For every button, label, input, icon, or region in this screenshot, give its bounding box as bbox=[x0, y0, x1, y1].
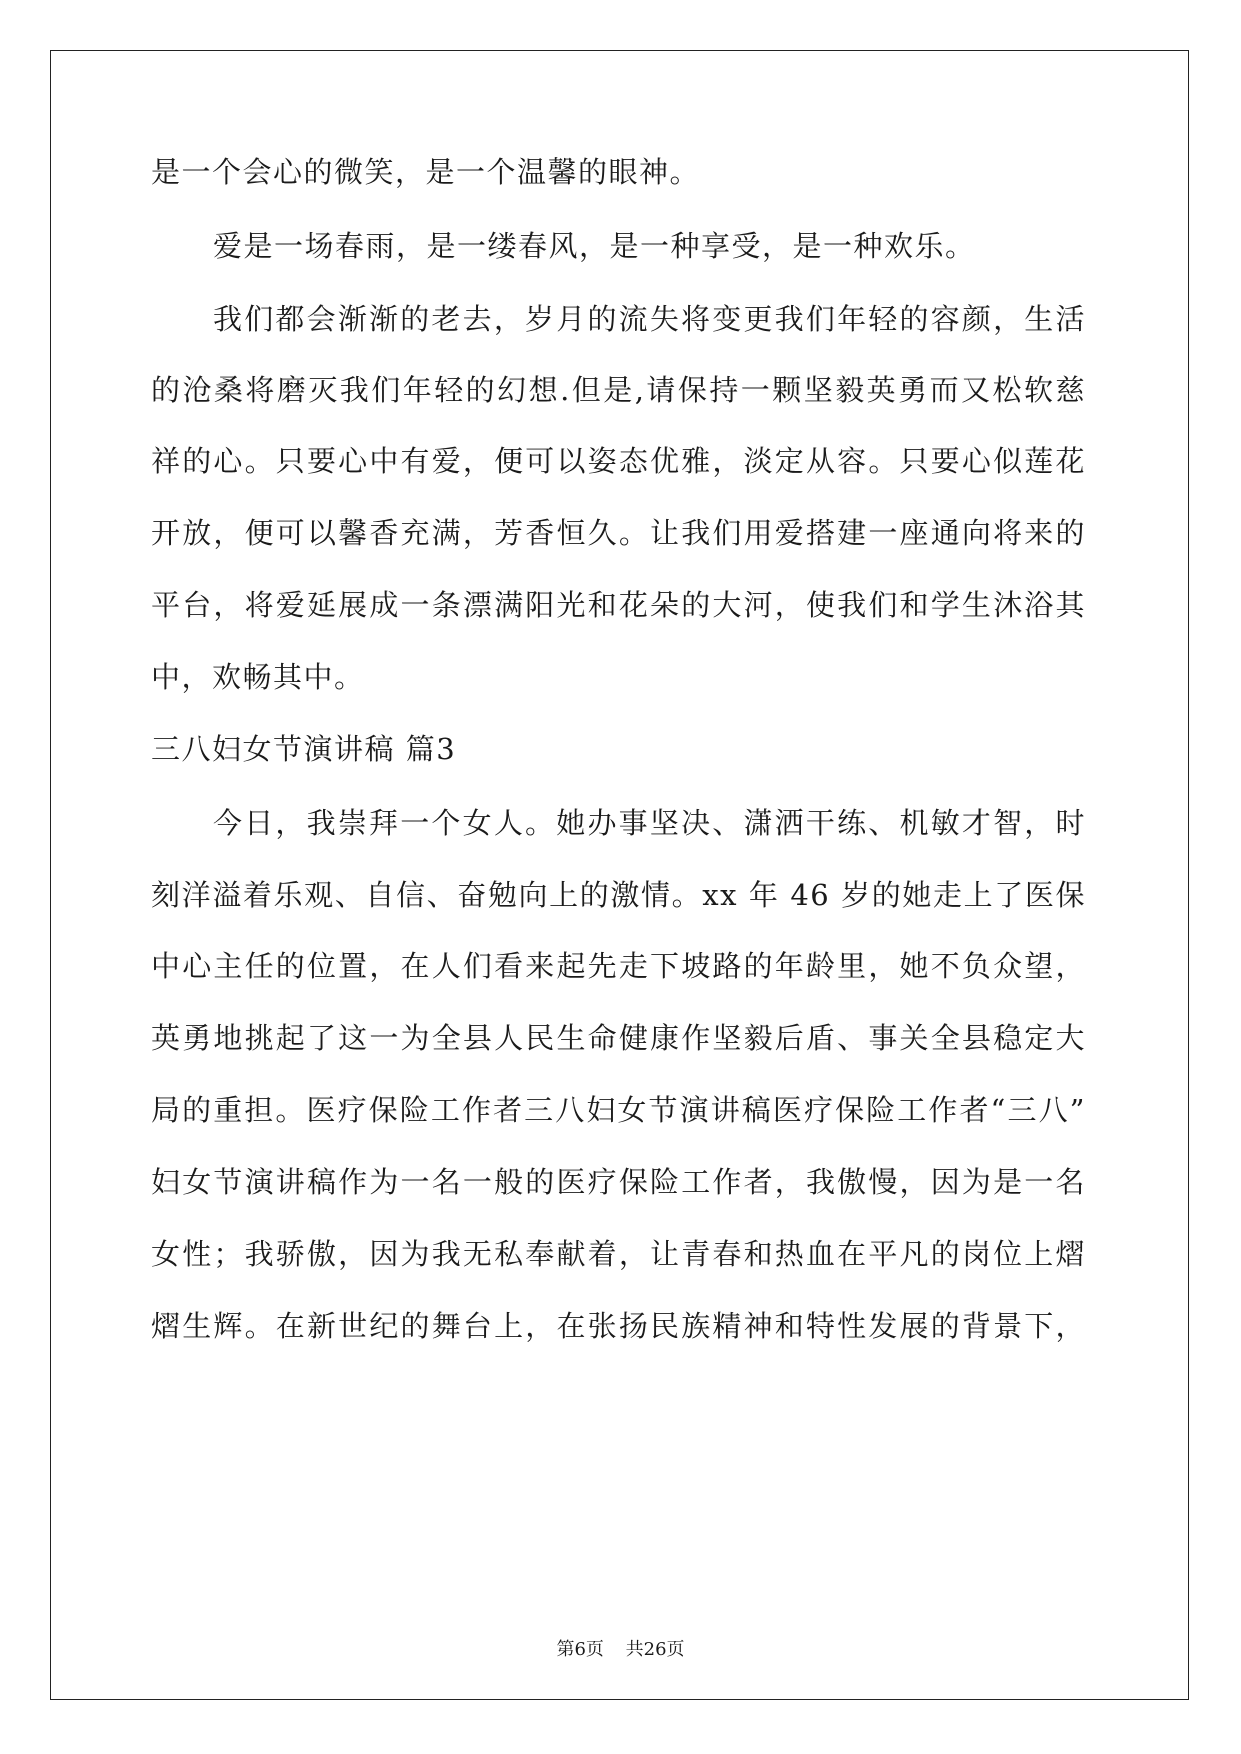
section-heading: 三八妇女节演讲稿 篇3 bbox=[151, 732, 457, 766]
page-total: 共26页 bbox=[625, 1639, 685, 1660]
text-line: 开放，便可以馨香充满，芳香恒久。让我们用爱搭建一座通向将来的 bbox=[151, 516, 1086, 550]
text-line: 妇女节演讲稿作为一名一般的医疗保险工作者，我傲慢，因为是一名 bbox=[151, 1165, 1086, 1199]
text-line: 爱是一场春雨，是一缕春风，是一种享受，是一种欢乐。 bbox=[213, 229, 976, 263]
text-line: 刻洋溢着乐观、自信、奋勉向上的激情。xx 年 46 岁的她走上了医保 bbox=[151, 878, 1086, 912]
text-line: 中心主任的位置，在人们看来起先走下坡路的年龄里，她不负众望， bbox=[151, 949, 1086, 983]
page-footer bbox=[0, 1638, 1241, 1662]
text-line: 平台，将爱延展成一条漂满阳光和花朵的大河，使我们和学生沐浴其 bbox=[151, 588, 1086, 622]
text-line: 我们都会渐渐的老去，岁月的流失将变更我们年轻的容颜，生活 bbox=[213, 302, 1086, 336]
text-line: 女性；我骄傲，因为我无私奉献着，让青春和热血在平凡的岗位上熠 bbox=[151, 1237, 1086, 1271]
text-line: 英勇地挑起了这一为全县人民生命健康作坚毅后盾、事关全县稳定大 bbox=[151, 1021, 1086, 1055]
page-number: 第6页 bbox=[556, 1639, 604, 1660]
text-line: 祥的心。只要心中有爱，便可以姿态优雅，淡定从容。只要心似莲花 bbox=[151, 444, 1086, 478]
text-line: 中，欢畅其中。 bbox=[151, 660, 365, 694]
text-line: 熠生辉。在新世纪的舞台上，在张扬民族精神和特性发展的背景下， bbox=[151, 1309, 1086, 1343]
text-line: 的沧桑将磨灭我们年轻的幻想.但是,请保持一颗坚毅英勇而又松软慈 bbox=[151, 373, 1086, 407]
text-line: 局的重担。医疗保险工作者三八妇女节演讲稿医疗保险工作者“三八” bbox=[151, 1093, 1086, 1127]
text-line: 今日，我崇拜一个女人。她办事坚决、潇洒干练、机敏才智，时 bbox=[213, 806, 1086, 840]
text-line: 是一个会心的微笑，是一个温馨的眼神。 bbox=[151, 155, 701, 189]
